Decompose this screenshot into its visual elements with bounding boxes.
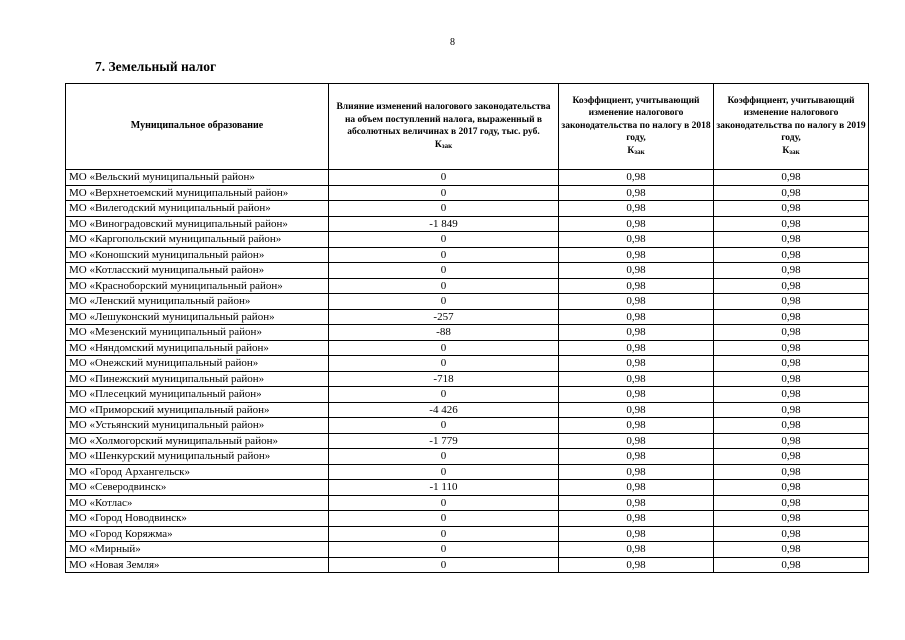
influence-cell: -1 779 — [329, 433, 559, 449]
table-row — [66, 418, 869, 434]
table-row — [66, 185, 869, 201]
municipality-cell: МО «Лешуконский муниципальный район» — [66, 309, 329, 325]
influence-cell: 0 — [329, 201, 559, 217]
table-row — [66, 201, 869, 217]
k-symbol: К — [434, 139, 442, 150]
table-row — [66, 542, 869, 558]
municipality-cell: МО «Виноградовский муниципальный район» — [66, 216, 329, 232]
municipality-cell: МО «Мирный» — [66, 542, 329, 558]
coef-2019-cell: 0,98 — [714, 294, 869, 310]
coef-2018-cell: 0,98 — [559, 263, 714, 279]
influence-cell: 0 — [329, 526, 559, 542]
municipality-cell: МО «Котласский муниципальный район» — [66, 263, 329, 279]
coef-2019-cell: 0,98 — [714, 402, 869, 418]
coef-2018-cell: 0,98 — [559, 309, 714, 325]
table-row — [66, 495, 869, 511]
municipality-cell: МО «Город Новодвинск» — [66, 511, 329, 527]
page-number: 8 — [450, 37, 455, 48]
coef-2018-cell: 0,98 — [559, 387, 714, 403]
coef-2018-cell: 0,98 — [559, 232, 714, 248]
table-row — [66, 170, 869, 186]
municipality-cell: МО «Коношский муниципальный район» — [66, 247, 329, 263]
coef-2019-cell: 0,98 — [714, 170, 869, 186]
coef-2019-cell: 0,98 — [714, 232, 869, 248]
table-row — [66, 371, 869, 387]
coef-2019-cell: 0,98 — [714, 511, 869, 527]
coef-2019-cell: 0,98 — [714, 433, 869, 449]
influence-cell: -4 426 — [329, 402, 559, 418]
coef-2019-cell: 0,98 — [714, 263, 869, 279]
influence-cell: 0 — [329, 464, 559, 480]
influence-cell: 0 — [329, 495, 559, 511]
k-symbol: К — [627, 145, 635, 156]
municipality-cell: МО «Холмогорский муниципальный район» — [66, 433, 329, 449]
coef-2018-cell: 0,98 — [559, 464, 714, 480]
table-row — [66, 278, 869, 294]
influence-cell: 0 — [329, 387, 559, 403]
influence-cell: 0 — [329, 542, 559, 558]
municipality-cell: МО «Ленский муниципальный район» — [66, 294, 329, 310]
k-subscript: зак — [789, 147, 800, 156]
k-symbol: К — [782, 145, 790, 156]
coef-2018-cell: 0,98 — [559, 495, 714, 511]
table-row — [66, 402, 869, 418]
municipality-cell: МО «Вилегодский муниципальный район» — [66, 201, 329, 217]
coef-2018-cell: 0,98 — [559, 433, 714, 449]
influence-cell: 0 — [329, 511, 559, 527]
coef-2019-cell: 0,98 — [714, 557, 869, 573]
municipality-cell: МО «Шенкурский муниципальный район» — [66, 449, 329, 465]
coef-2019-cell: 0,98 — [714, 371, 869, 387]
municipality-cell: МО «Приморский муниципальный район» — [66, 402, 329, 418]
table-row — [66, 325, 869, 341]
table-row — [66, 433, 869, 449]
municipality-cell: МО «Устьянский муниципальный район» — [66, 418, 329, 434]
table-row — [66, 356, 869, 372]
coef-2018-cell: 0,98 — [559, 511, 714, 527]
coef-2019-cell: 0,98 — [714, 340, 869, 356]
influence-cell: 0 — [329, 278, 559, 294]
coef-2018-cell: 0,98 — [559, 356, 714, 372]
header-coef-2019: Коэффициент, учитывающий изменение налогового законодательства по налогу в 2019 году, Кзак — [714, 84, 869, 170]
coef-2019-cell: 0,98 — [714, 526, 869, 542]
coef-2019-cell: 0,98 — [714, 185, 869, 201]
influence-cell: 0 — [329, 247, 559, 263]
header-coef-2018: Коэффициент, учитывающий изменение налогового законодательства по налогу в 2018 году, Кзак — [559, 84, 714, 170]
land-tax-table — [65, 83, 869, 573]
municipality-cell: МО «Северодвинск» — [66, 480, 329, 496]
influence-cell: 0 — [329, 294, 559, 310]
table-row — [66, 526, 869, 542]
coef-2018-cell: 0,98 — [559, 449, 714, 465]
coef-2019-cell: 0,98 — [714, 480, 869, 496]
coef-2018-cell: 0,98 — [559, 480, 714, 496]
table-row — [66, 340, 869, 356]
coef-2018-cell: 0,98 — [559, 325, 714, 341]
influence-cell: 0 — [329, 449, 559, 465]
coef-2019-cell: 0,98 — [714, 278, 869, 294]
influence-cell: 0 — [329, 557, 559, 573]
municipality-cell: МО «Вельский муниципальный район» — [66, 170, 329, 186]
coef-2019-cell: 0,98 — [714, 418, 869, 434]
coef-2019-cell: 0,98 — [714, 495, 869, 511]
coef-2019-cell: 0,98 — [714, 542, 869, 558]
coef-2018-cell: 0,98 — [559, 247, 714, 263]
coef-2018-cell: 0,98 — [559, 557, 714, 573]
table-row — [66, 232, 869, 248]
table-row — [66, 294, 869, 310]
coef-2018-cell: 0,98 — [559, 278, 714, 294]
table-row — [66, 557, 869, 573]
municipality-cell: МО «Город Архангельск» — [66, 464, 329, 480]
influence-cell: -1 110 — [329, 480, 559, 496]
table-row — [66, 216, 869, 232]
municipality-cell: МО «Мезенский муниципальный район» — [66, 325, 329, 341]
coef-2018-cell: 0,98 — [559, 201, 714, 217]
coef-2019-cell: 0,98 — [714, 325, 869, 341]
influence-cell: 0 — [329, 170, 559, 186]
influence-cell: 0 — [329, 418, 559, 434]
table-row — [66, 464, 869, 480]
coef-2018-cell: 0,98 — [559, 294, 714, 310]
header-influence-2017: Влияние изменений налогового законодательства на объем поступлений налога, выраженный в абсолютных величинах в 2017 году, тыс. руб. Кзак — [329, 84, 559, 170]
municipality-cell: МО «Плесецкий муниципальный район» — [66, 387, 329, 403]
coef-2019-cell: 0,98 — [714, 201, 869, 217]
table-row — [66, 449, 869, 465]
coef-2018-cell: 0,98 — [559, 185, 714, 201]
table-row — [66, 309, 869, 325]
section-title: 7. Земельный налог — [95, 59, 217, 74]
coef-2019-cell: 0,98 — [714, 356, 869, 372]
coef-2019-cell: 0,98 — [714, 387, 869, 403]
table-row — [66, 247, 869, 263]
influence-cell: 0 — [329, 356, 559, 372]
coef-2018-cell: 0,98 — [559, 542, 714, 558]
coef-2018-cell: 0,98 — [559, 216, 714, 232]
coef-2018-cell: 0,98 — [559, 371, 714, 387]
coef-2018-cell: 0,98 — [559, 418, 714, 434]
influence-cell: -1 849 — [329, 216, 559, 232]
influence-cell: -88 — [329, 325, 559, 341]
coef-2018-cell: 0,98 — [559, 340, 714, 356]
municipality-cell: МО «Каргопольский муниципальный район» — [66, 232, 329, 248]
coef-2018-cell: 0,98 — [559, 170, 714, 186]
coef-2019-cell: 0,98 — [714, 464, 869, 480]
municipality-cell: МО «Котлас» — [66, 495, 329, 511]
municipality-cell: МО «Красноборский муниципальный район» — [66, 278, 329, 294]
municipality-cell: МО «Верхнетоемский муниципальный район» — [66, 185, 329, 201]
coef-2019-cell: 0,98 — [714, 449, 869, 465]
municipality-cell: МО «Новая Земля» — [66, 557, 329, 573]
influence-cell: 0 — [329, 263, 559, 279]
influence-cell: 0 — [329, 232, 559, 248]
header-municipality: Муниципальное образование — [66, 84, 329, 170]
table-row — [66, 387, 869, 403]
k-subscript: зак — [634, 147, 645, 156]
table-row — [66, 511, 869, 527]
municipality-cell: МО «Пинежский муниципальный район» — [66, 371, 329, 387]
municipality-cell: МО «Город Коряжма» — [66, 526, 329, 542]
table-row — [66, 263, 869, 279]
municipality-cell: МО «Онежский муниципальный район» — [66, 356, 329, 372]
influence-cell: 0 — [329, 340, 559, 356]
table-header-row — [66, 84, 869, 170]
influence-cell: -718 — [329, 371, 559, 387]
coef-2018-cell: 0,98 — [559, 402, 714, 418]
coef-2018-cell: 0,98 — [559, 526, 714, 542]
influence-cell: 0 — [329, 185, 559, 201]
municipality-cell: МО «Няндомский муниципальный район» — [66, 340, 329, 356]
table-row — [66, 480, 869, 496]
influence-cell: -257 — [329, 309, 559, 325]
coef-2019-cell: 0,98 — [714, 216, 869, 232]
k-subscript: зак — [441, 141, 453, 150]
coef-2019-cell: 0,98 — [714, 309, 869, 325]
coef-2019-cell: 0,98 — [714, 247, 869, 263]
